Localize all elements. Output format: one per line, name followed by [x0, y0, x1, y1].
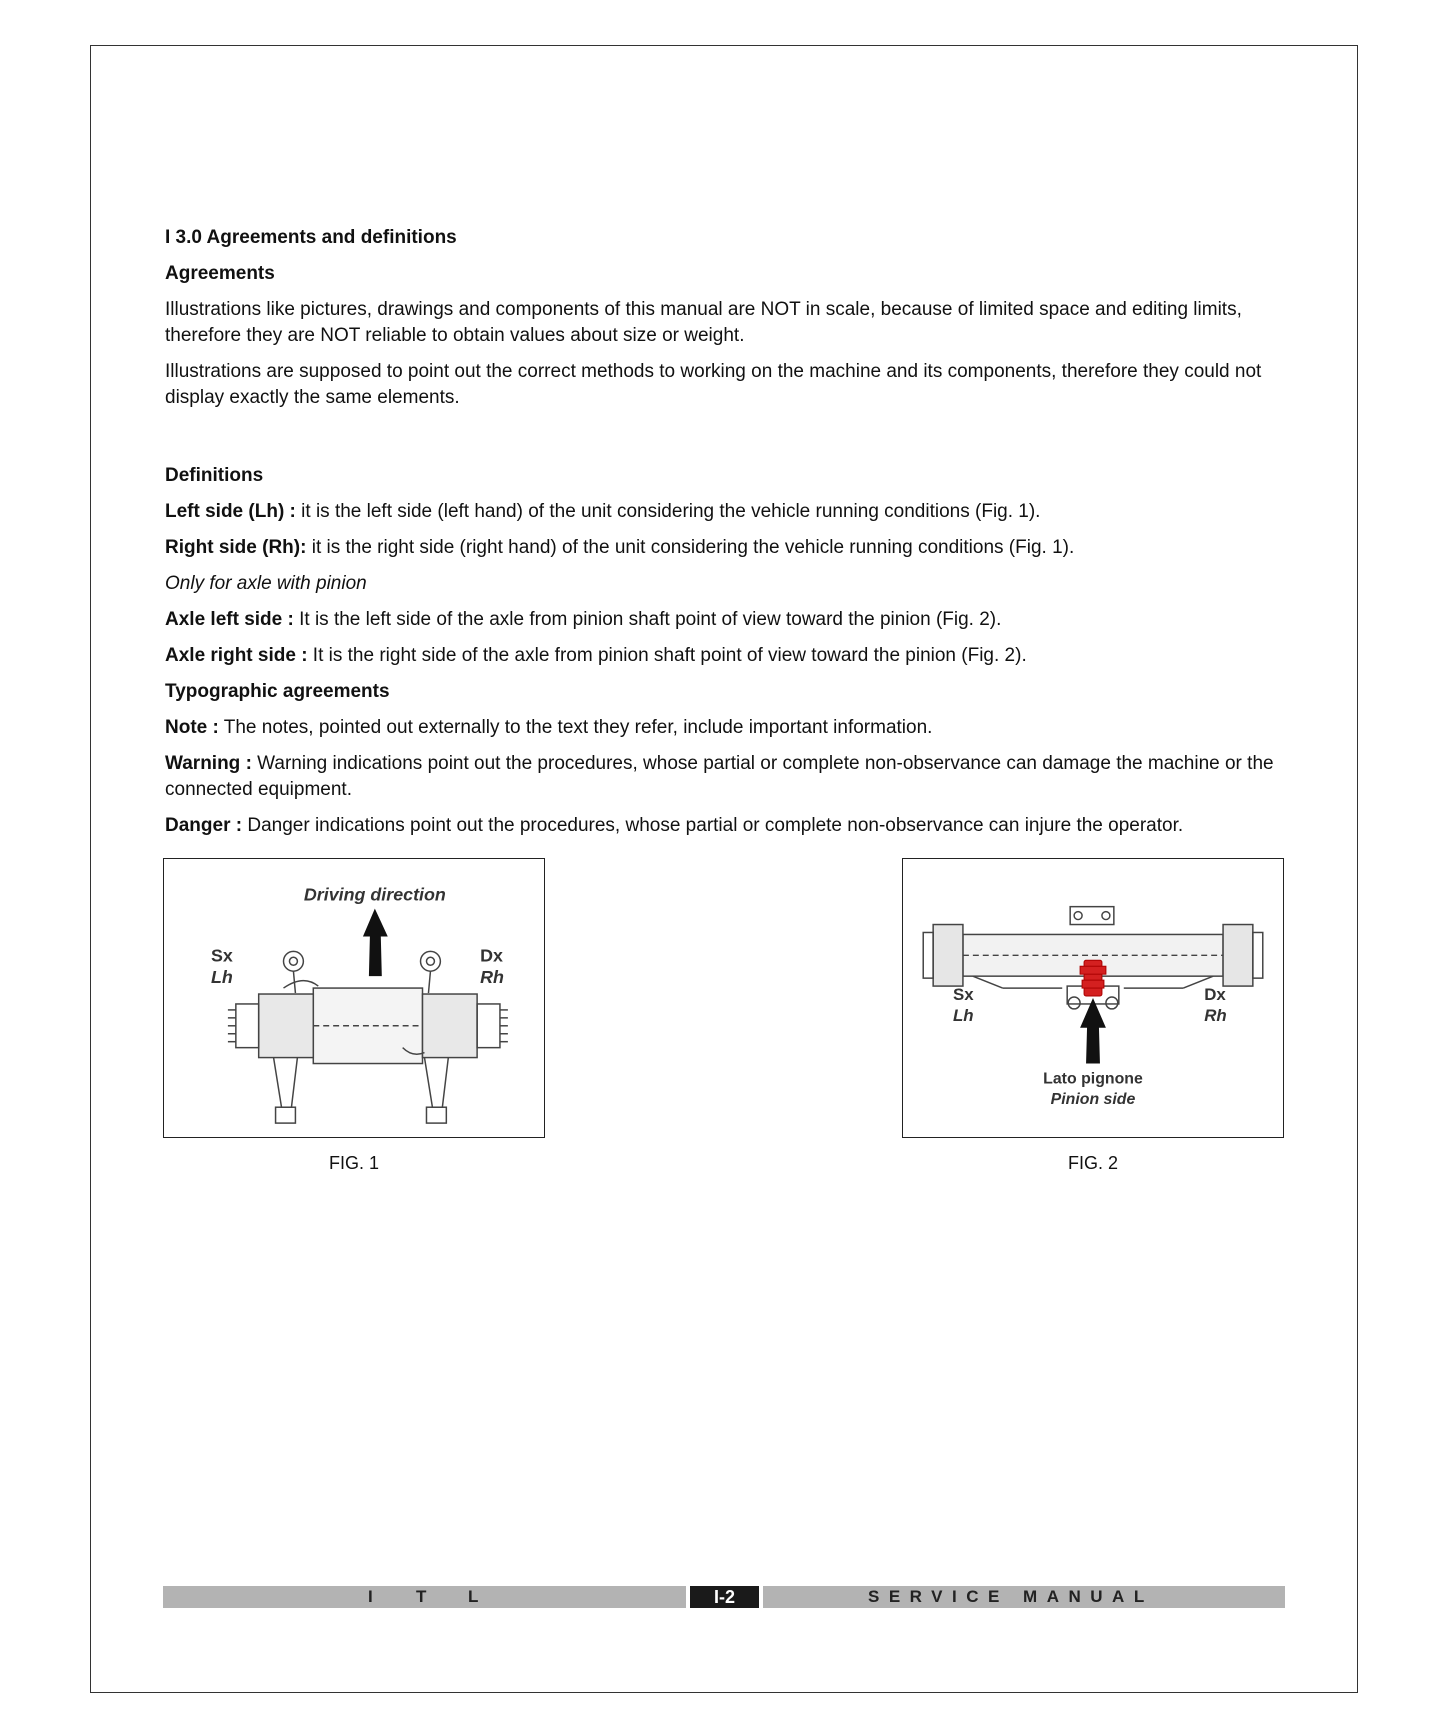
- danger-term: Danger :: [165, 815, 243, 836]
- typographic-danger: [165, 813, 1287, 839]
- fig1-lh-label: Lh: [211, 967, 233, 988]
- agreements-heading: Agreements: [165, 263, 275, 284]
- footer-letter: I: [368, 1587, 373, 1606]
- fig1-rh-label: Rh: [480, 967, 504, 988]
- definition-term: Axle right side :: [165, 645, 308, 666]
- fig2-rh-label: Rh: [1204, 1005, 1227, 1025]
- danger-text: Danger indications point out the procedures, whose partial or complete non-observance can injure the operator.: [242, 815, 1184, 836]
- typographic-warning: [165, 751, 1287, 803]
- footer-letter: L: [468, 1587, 479, 1606]
- agreements-paragraph-2: Illustrations are supposed to point out the correct methods to working on the machine and its components, therefore they could not display exactly the same elements.: [165, 361, 1262, 408]
- note-text: The notes, pointed out externally to the text they refer, include important information.: [218, 717, 933, 738]
- section-title: I 3.0 Agreements and definitions: [165, 227, 457, 248]
- figure-2: [902, 858, 1284, 1138]
- definition-text: It is the left side of the axle from pinion shaft point of view toward the pinion (Fig. 2).: [293, 609, 1002, 630]
- typographic-heading: Typographic agreements: [165, 681, 390, 702]
- fig1-dx-label: Dx: [480, 945, 503, 966]
- pinion-side-label: Pinion side: [1050, 1091, 1136, 1109]
- driving-direction-label: Driving direction: [303, 884, 446, 905]
- fig2-sx-label: Sx: [953, 984, 974, 1004]
- figure-2-drawing: [903, 859, 1283, 1137]
- figure-1-caption: FIG. 1: [328, 1153, 379, 1173]
- definition-text: It is the right side of the axle from pinion shaft point of view toward the pinion (Fig. 2).: [307, 645, 1027, 666]
- fig2-dx-label: Dx: [1204, 984, 1226, 1004]
- page-content: [165, 225, 1287, 849]
- typographic-note: [165, 715, 1287, 741]
- fig2-lh-label: Lh: [953, 1005, 974, 1025]
- pinion-highlight-icon: [1080, 960, 1106, 996]
- definition-term: Right side (Rh):: [165, 537, 307, 558]
- footer-manual-title: SERVICE MANUAL: [868, 1587, 1154, 1606]
- axle-side-view-icon: [228, 951, 508, 1123]
- definition-term: Left side (Lh) :: [165, 501, 296, 522]
- fig1-sx-label: Sx: [211, 945, 233, 966]
- definition-axle-right: [165, 643, 1287, 669]
- agreements-paragraph-1: Illustrations like pictures, drawings and components of this manual are NOT in scale, because of limited space and editing limits, therefore they are NOT reliable to obtain values about size or weight.: [165, 299, 1242, 346]
- definition-left-side: [165, 499, 1287, 525]
- definition-right-side: [165, 535, 1287, 561]
- footer-letter: T: [416, 1587, 427, 1606]
- definition-axle-left: [165, 607, 1287, 633]
- pinion-arrow-icon: [1080, 998, 1106, 1064]
- definition-term: Axle left side :: [165, 609, 294, 630]
- warning-text: Warning indications point out the procedures, whose partial or complete non-observance can damage the machine or the connected equipment.: [165, 753, 1274, 800]
- page-footer: [163, 1586, 1285, 1608]
- pinion-note: Only for axle with pinion: [165, 573, 367, 594]
- lato-pignone-label: Lato pignone: [1043, 1070, 1143, 1088]
- figure-2-caption: FIG. 2: [1067, 1153, 1118, 1173]
- definitions-heading: Definitions: [165, 465, 264, 486]
- figure-1-drawing: [164, 859, 544, 1137]
- driving-arrow-icon: [363, 909, 388, 977]
- page-number: I-2: [690, 1586, 759, 1608]
- figure-1: [163, 858, 545, 1138]
- note-term: Note :: [165, 717, 219, 738]
- warning-term: Warning :: [165, 753, 252, 774]
- definition-text: it is the left side (left hand) of the unit considering the vehicle running conditions (Fig. 1).: [295, 501, 1041, 522]
- definition-text: it is the right side (right hand) of the unit considering the vehicle running conditions (Fig. 1).: [306, 537, 1075, 558]
